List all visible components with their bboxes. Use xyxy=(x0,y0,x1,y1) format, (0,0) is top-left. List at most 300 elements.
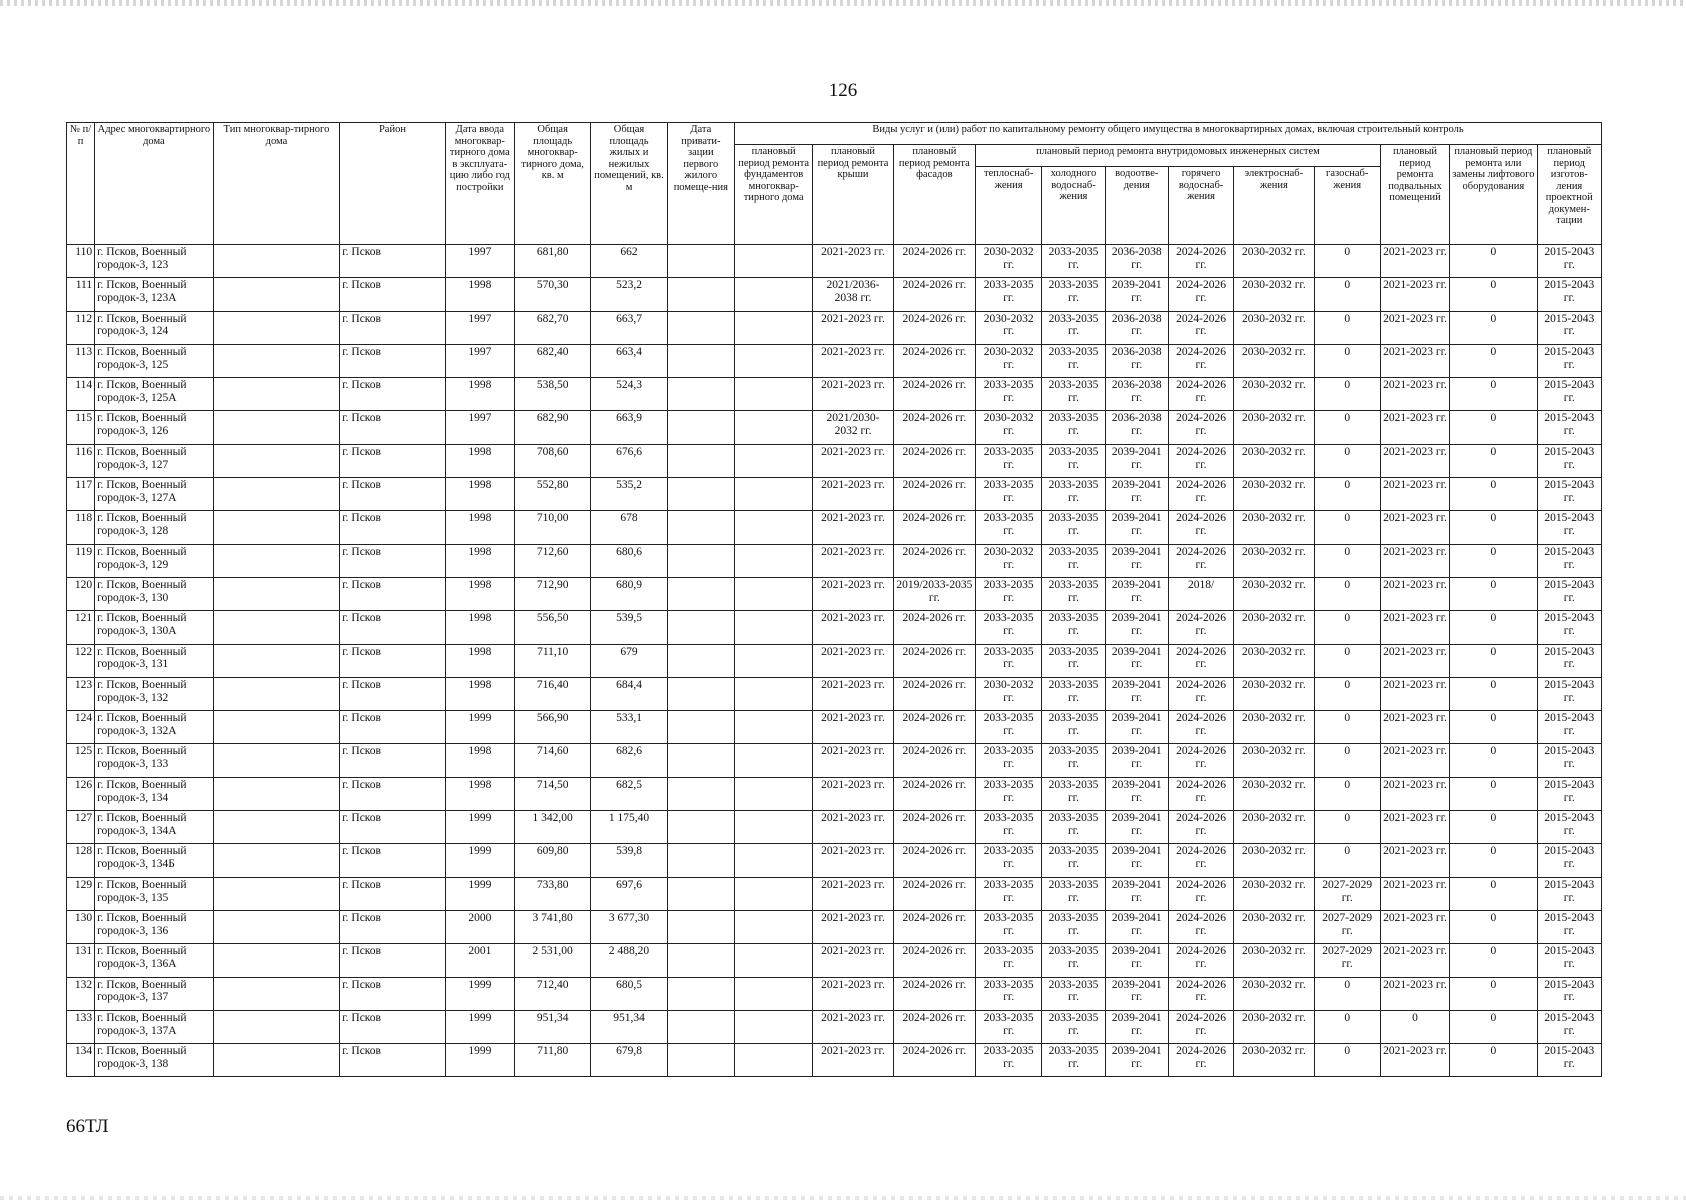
cell-cold-water-period: 2033-2035 гг. xyxy=(1042,544,1105,577)
cell-row-num: 128 xyxy=(67,844,95,877)
cell-district: г. Псков xyxy=(340,777,445,810)
cell-house-type xyxy=(213,711,340,744)
cell-foundation-period xyxy=(734,877,812,910)
cell-electricity-period: 2030-2032 гг. xyxy=(1234,977,1314,1010)
cell-facade-period: 2024-2026 гг. xyxy=(893,777,975,810)
cell-basement-period: 2021-2023 гг. xyxy=(1380,744,1449,777)
cell-roof-period: 2021/2036-2038 гг. xyxy=(813,278,893,311)
cell-privatization-date xyxy=(667,1044,734,1077)
cell-cold-water-period: 2033-2035 гг. xyxy=(1042,910,1105,943)
cell-living-area: 524,3 xyxy=(591,378,667,411)
cell-gas-period: 0 xyxy=(1314,777,1380,810)
cell-drainage-period: 2036-2038 гг. xyxy=(1105,378,1168,411)
cell-cold-water-period: 2033-2035 гг. xyxy=(1042,711,1105,744)
cell-cold-water-period: 2033-2035 гг. xyxy=(1042,811,1105,844)
cell-gas-period: 0 xyxy=(1314,444,1380,477)
cell-total-area: 711,80 xyxy=(515,1044,591,1077)
cell-gas-period: 0 xyxy=(1314,544,1380,577)
cell-foundation-period xyxy=(734,344,812,377)
cell-gas-period: 2027-2029 гг. xyxy=(1314,910,1380,943)
cell-project-docs-period: 2015-2043 гг. xyxy=(1537,711,1601,744)
cell-basement-period: 2021-2023 гг. xyxy=(1380,245,1449,278)
cell-electricity-period: 2030-2032 гг. xyxy=(1234,378,1314,411)
cell-address: г. Псков, Военный городок-3, 134 xyxy=(95,777,214,810)
cell-project-docs-period: 2015-2043 гг. xyxy=(1537,977,1601,1010)
cell-elevator-period: 0 xyxy=(1450,1010,1537,1043)
cell-drainage-period: 2036-2038 гг. xyxy=(1105,344,1168,377)
cell-foundation-period xyxy=(734,677,812,710)
cell-house-type xyxy=(213,511,340,544)
table-row xyxy=(67,511,1602,544)
cell-commission-date: 1999 xyxy=(445,811,514,844)
cell-foundation-period xyxy=(734,444,812,477)
cell-commission-date: 2000 xyxy=(445,910,514,943)
cell-basement-period: 2021-2023 гг. xyxy=(1380,644,1449,677)
cell-elevator-period: 0 xyxy=(1450,478,1537,511)
header-facade: плановый период ремонта фасадов xyxy=(893,145,975,245)
cell-living-area: 679 xyxy=(591,644,667,677)
cell-drainage-period: 2039-2041 гг. xyxy=(1105,544,1168,577)
table-body xyxy=(67,245,1602,1077)
cell-privatization-date xyxy=(667,511,734,544)
cell-total-area: 1 342,00 xyxy=(515,811,591,844)
cell-row-num: 127 xyxy=(67,811,95,844)
cell-drainage-period: 2039-2041 гг. xyxy=(1105,944,1168,977)
cell-roof-period: 2021-2023 гг. xyxy=(813,677,893,710)
cell-roof-period: 2021-2023 гг. xyxy=(813,977,893,1010)
cell-basement-period: 2021-2023 гг. xyxy=(1380,478,1449,511)
cell-address: г. Псков, Военный городок-3, 130 xyxy=(95,577,214,610)
table-row xyxy=(67,944,1602,977)
cell-drainage-period: 2039-2041 гг. xyxy=(1105,711,1168,744)
cell-roof-period: 2021-2023 гг. xyxy=(813,611,893,644)
header-elevator: плановый период ремонта или замены лифтового оборудования xyxy=(1450,145,1537,245)
cell-district: г. Псков xyxy=(340,544,445,577)
cell-drainage-period: 2039-2041 гг. xyxy=(1105,977,1168,1010)
cell-living-area: 951,34 xyxy=(591,1010,667,1043)
cell-total-area: 3 741,80 xyxy=(515,910,591,943)
cell-foundation-period xyxy=(734,1010,812,1043)
cell-electricity-period: 2030-2032 гг. xyxy=(1234,711,1314,744)
cell-foundation-period xyxy=(734,278,812,311)
cell-heat-period: 2033-2035 гг. xyxy=(976,910,1042,943)
cell-basement-period: 2021-2023 гг. xyxy=(1380,544,1449,577)
cell-living-area: 682,6 xyxy=(591,744,667,777)
cell-gas-period: 0 xyxy=(1314,311,1380,344)
cell-privatization-date xyxy=(667,245,734,278)
cell-cold-water-period: 2033-2035 гг. xyxy=(1042,278,1105,311)
cell-living-area: 680,6 xyxy=(591,544,667,577)
cell-basement-period: 2021-2023 гг. xyxy=(1380,944,1449,977)
cell-gas-period: 0 xyxy=(1314,844,1380,877)
cell-commission-date: 1997 xyxy=(445,311,514,344)
cell-roof-period: 2021-2023 гг. xyxy=(813,378,893,411)
cell-foundation-period xyxy=(734,311,812,344)
cell-address: г. Псков, Военный городок-3, 132А xyxy=(95,711,214,744)
cell-gas-period: 0 xyxy=(1314,511,1380,544)
header-foundation: плановый период ремонта фундаментов многоквар-тирного дома xyxy=(734,145,812,245)
cell-address: г. Псков, Военный городок-3, 129 xyxy=(95,544,214,577)
cell-electricity-period: 2030-2032 гг. xyxy=(1234,844,1314,877)
cell-house-type xyxy=(213,378,340,411)
cell-row-num: 134 xyxy=(67,1044,95,1077)
cell-roof-period: 2021-2023 гг. xyxy=(813,910,893,943)
cell-total-area: 714,60 xyxy=(515,744,591,777)
cell-project-docs-period: 2015-2043 гг. xyxy=(1537,544,1601,577)
cell-cold-water-period: 2033-2035 гг. xyxy=(1042,677,1105,710)
cell-electricity-period: 2030-2032 гг. xyxy=(1234,245,1314,278)
table-row xyxy=(67,910,1602,943)
cell-foundation-period xyxy=(734,777,812,810)
cell-privatization-date xyxy=(667,378,734,411)
cell-gas-period: 0 xyxy=(1314,577,1380,610)
cell-commission-date: 1998 xyxy=(445,644,514,677)
cell-heat-period: 2030-2032 гг. xyxy=(976,311,1042,344)
cell-project-docs-period: 2015-2043 гг. xyxy=(1537,344,1601,377)
cell-facade-period: 2024-2026 гг. xyxy=(893,611,975,644)
cell-privatization-date xyxy=(667,877,734,910)
cell-living-area: 662 xyxy=(591,245,667,278)
header-basement: плановый период ремонта подвальных помещений xyxy=(1380,145,1449,245)
cell-electricity-period: 2030-2032 гг. xyxy=(1234,1010,1314,1043)
cell-project-docs-period: 2015-2043 гг. xyxy=(1537,677,1601,710)
cell-hot-water-period: 2024-2026 гг. xyxy=(1168,611,1233,644)
cell-electricity-period: 2030-2032 гг. xyxy=(1234,577,1314,610)
cell-hot-water-period: 2024-2026 гг. xyxy=(1168,677,1233,710)
cell-drainage-period: 2039-2041 гг. xyxy=(1105,1044,1168,1077)
table-row xyxy=(67,411,1602,444)
cell-house-type xyxy=(213,910,340,943)
cell-house-type xyxy=(213,877,340,910)
header-commission-date: Дата ввода многоквар-тирного дома в эксплуата-цию либо год постройки xyxy=(445,123,514,245)
cell-project-docs-period: 2015-2043 гг. xyxy=(1537,411,1601,444)
cell-elevator-period: 0 xyxy=(1450,278,1537,311)
cell-electricity-period: 2030-2032 гг. xyxy=(1234,344,1314,377)
cell-hot-water-period: 2018/ xyxy=(1168,577,1233,610)
header-cold-water: холодного водоснаб-жения xyxy=(1042,167,1105,245)
cell-drainage-period: 2039-2041 гг. xyxy=(1105,644,1168,677)
cell-row-num: 114 xyxy=(67,378,95,411)
cell-privatization-date xyxy=(667,811,734,844)
cell-heat-period: 2033-2035 гг. xyxy=(976,744,1042,777)
cell-roof-period: 2021-2023 гг. xyxy=(813,511,893,544)
cell-total-area: 733,80 xyxy=(515,877,591,910)
header-electricity: электроснаб-жения xyxy=(1234,167,1314,245)
cell-row-num: 121 xyxy=(67,611,95,644)
cell-facade-period: 2024-2026 гг. xyxy=(893,977,975,1010)
cell-project-docs-period: 2015-2043 гг. xyxy=(1537,944,1601,977)
cell-heat-period: 2033-2035 гг. xyxy=(976,644,1042,677)
cell-privatization-date xyxy=(667,977,734,1010)
cell-basement-period: 2021-2023 гг. xyxy=(1380,278,1449,311)
cell-facade-period: 2024-2026 гг. xyxy=(893,544,975,577)
cell-district: г. Псков xyxy=(340,577,445,610)
cell-commission-date: 1997 xyxy=(445,411,514,444)
cell-row-num: 123 xyxy=(67,677,95,710)
cell-roof-period: 2021-2023 гг. xyxy=(813,811,893,844)
cell-roof-period: 2021-2023 гг. xyxy=(813,844,893,877)
cell-project-docs-period: 2015-2043 гг. xyxy=(1537,910,1601,943)
cell-heat-period: 2030-2032 гг. xyxy=(976,245,1042,278)
cell-total-area: 682,90 xyxy=(515,411,591,444)
table-row xyxy=(67,811,1602,844)
cell-address: г. Псков, Военный городок-3, 134А xyxy=(95,811,214,844)
cell-basement-period: 2021-2023 гг. xyxy=(1380,910,1449,943)
cell-privatization-date xyxy=(667,644,734,677)
table-row xyxy=(67,245,1602,278)
cell-electricity-period: 2030-2032 гг. xyxy=(1234,910,1314,943)
header-hot-water: горячего водоснаб-жения xyxy=(1168,167,1233,245)
cell-district: г. Псков xyxy=(340,444,445,477)
cell-drainage-period: 2039-2041 гг. xyxy=(1105,844,1168,877)
cell-heat-period: 2030-2032 гг. xyxy=(976,544,1042,577)
cell-cold-water-period: 2033-2035 гг. xyxy=(1042,744,1105,777)
cell-foundation-period xyxy=(734,1044,812,1077)
cell-privatization-date xyxy=(667,611,734,644)
cell-roof-period: 2021-2023 гг. xyxy=(813,1010,893,1043)
table-row xyxy=(67,278,1602,311)
cell-hot-water-period: 2024-2026 гг. xyxy=(1168,444,1233,477)
cell-project-docs-period: 2015-2043 гг. xyxy=(1537,644,1601,677)
cell-heat-period: 2033-2035 гг. xyxy=(976,811,1042,844)
cell-gas-period: 0 xyxy=(1314,977,1380,1010)
header-district: Район xyxy=(340,123,445,245)
table-header xyxy=(67,123,1602,245)
cell-basement-period: 2021-2023 гг. xyxy=(1380,378,1449,411)
cell-drainage-period: 2039-2041 гг. xyxy=(1105,478,1168,511)
cell-commission-date: 1999 xyxy=(445,877,514,910)
cell-hot-water-period: 2024-2026 гг. xyxy=(1168,910,1233,943)
cell-gas-period: 2027-2029 гг. xyxy=(1314,944,1380,977)
cell-electricity-period: 2030-2032 гг. xyxy=(1234,411,1314,444)
cell-district: г. Псков xyxy=(340,245,445,278)
cell-privatization-date xyxy=(667,311,734,344)
cell-cold-water-period: 2033-2035 гг. xyxy=(1042,977,1105,1010)
table-row xyxy=(67,577,1602,610)
cell-total-area: 538,50 xyxy=(515,378,591,411)
cell-total-area: 708,60 xyxy=(515,444,591,477)
cell-gas-period: 0 xyxy=(1314,644,1380,677)
cell-house-type xyxy=(213,777,340,810)
cell-cold-water-period: 2033-2035 гг. xyxy=(1042,644,1105,677)
cell-heat-period: 2033-2035 гг. xyxy=(976,844,1042,877)
cell-drainage-period: 2039-2041 гг. xyxy=(1105,611,1168,644)
cell-cold-water-period: 2033-2035 гг. xyxy=(1042,411,1105,444)
cell-foundation-period xyxy=(734,711,812,744)
cell-facade-period: 2024-2026 гг. xyxy=(893,910,975,943)
cell-foundation-period xyxy=(734,478,812,511)
cell-living-area: 682,5 xyxy=(591,777,667,810)
cell-hot-water-period: 2024-2026 гг. xyxy=(1168,844,1233,877)
cell-elevator-period: 0 xyxy=(1450,1044,1537,1077)
cell-project-docs-period: 2015-2043 гг. xyxy=(1537,744,1601,777)
cell-elevator-period: 0 xyxy=(1450,811,1537,844)
cell-electricity-period: 2030-2032 гг. xyxy=(1234,744,1314,777)
cell-foundation-period xyxy=(734,511,812,544)
cell-project-docs-period: 2015-2043 гг. xyxy=(1537,444,1601,477)
header-total-area: Общая площадь многоквар-тирного дома, кв. м xyxy=(515,123,591,245)
scan-edge-bottom xyxy=(0,1196,1686,1200)
cell-row-num: 120 xyxy=(67,577,95,610)
cell-drainage-period: 2036-2038 гг. xyxy=(1105,245,1168,278)
cell-privatization-date xyxy=(667,344,734,377)
cell-basement-period: 2021-2023 гг. xyxy=(1380,711,1449,744)
cell-elevator-period: 0 xyxy=(1450,677,1537,710)
cell-row-num: 113 xyxy=(67,344,95,377)
cell-total-area: 711,10 xyxy=(515,644,591,677)
scan-edge-top xyxy=(0,0,1686,6)
cell-row-num: 125 xyxy=(67,744,95,777)
cell-district: г. Псков xyxy=(340,877,445,910)
cell-project-docs-period: 2015-2043 гг. xyxy=(1537,777,1601,810)
cell-basement-period: 2021-2023 гг. xyxy=(1380,777,1449,810)
table-row xyxy=(67,744,1602,777)
header-num: № п/п xyxy=(67,123,95,245)
cell-foundation-period xyxy=(734,411,812,444)
cell-house-type xyxy=(213,544,340,577)
cell-project-docs-period: 2015-2043 гг. xyxy=(1537,1010,1601,1043)
cell-privatization-date xyxy=(667,777,734,810)
cell-privatization-date xyxy=(667,944,734,977)
cell-cold-water-period: 2033-2035 гг. xyxy=(1042,577,1105,610)
cell-facade-period: 2024-2026 гг. xyxy=(893,1010,975,1043)
cell-gas-period: 0 xyxy=(1314,1044,1380,1077)
cell-project-docs-period: 2015-2043 гг. xyxy=(1537,877,1601,910)
cell-foundation-period xyxy=(734,944,812,977)
cell-row-num: 126 xyxy=(67,777,95,810)
cell-hot-water-period: 2024-2026 гг. xyxy=(1168,877,1233,910)
cell-gas-period: 0 xyxy=(1314,677,1380,710)
cell-roof-period: 2021-2023 гг. xyxy=(813,711,893,744)
cell-facade-period: 2024-2026 гг. xyxy=(893,245,975,278)
cell-drainage-period: 2039-2041 гг. xyxy=(1105,278,1168,311)
cell-district: г. Псков xyxy=(340,644,445,677)
cell-address: г. Псков, Военный городок-3, 127А xyxy=(95,478,214,511)
cell-total-area: 2 531,00 xyxy=(515,944,591,977)
table-row xyxy=(67,311,1602,344)
table-row xyxy=(67,844,1602,877)
cell-commission-date: 1999 xyxy=(445,1044,514,1077)
cell-elevator-period: 0 xyxy=(1450,544,1537,577)
cell-basement-period: 2021-2023 гг. xyxy=(1380,844,1449,877)
cell-house-type xyxy=(213,444,340,477)
cell-heat-period: 2033-2035 гг. xyxy=(976,877,1042,910)
cell-cold-water-period: 2033-2035 гг. xyxy=(1042,777,1105,810)
cell-electricity-period: 2030-2032 гг. xyxy=(1234,1044,1314,1077)
cell-row-num: 133 xyxy=(67,1010,95,1043)
cell-total-area: 712,90 xyxy=(515,577,591,610)
table-row xyxy=(67,877,1602,910)
cell-row-num: 129 xyxy=(67,877,95,910)
cell-privatization-date xyxy=(667,411,734,444)
header-address: Адрес многоквартирного дома xyxy=(95,123,214,245)
cell-roof-period: 2021-2023 гг. xyxy=(813,944,893,977)
cell-hot-water-period: 2024-2026 гг. xyxy=(1168,1044,1233,1077)
cell-row-num: 115 xyxy=(67,411,95,444)
cell-district: г. Псков xyxy=(340,1044,445,1077)
cell-facade-period: 2024-2026 гг. xyxy=(893,677,975,710)
cell-house-type xyxy=(213,744,340,777)
cell-electricity-period: 2030-2032 гг. xyxy=(1234,677,1314,710)
cell-privatization-date xyxy=(667,744,734,777)
cell-basement-period: 2021-2023 гг. xyxy=(1380,611,1449,644)
header-systems-group: плановый период ремонта внутридомовых инженерных систем xyxy=(976,145,1381,167)
cell-commission-date: 1998 xyxy=(445,511,514,544)
cell-row-num: 122 xyxy=(67,644,95,677)
cell-elevator-period: 0 xyxy=(1450,977,1537,1010)
cell-electricity-period: 2030-2032 гг. xyxy=(1234,544,1314,577)
cell-privatization-date xyxy=(667,278,734,311)
header-heat: теплоснаб-жения xyxy=(976,167,1042,245)
cell-district: г. Псков xyxy=(340,378,445,411)
cell-address: г. Псков, Военный городок-3, 125 xyxy=(95,344,214,377)
cell-roof-period: 2021-2023 гг. xyxy=(813,245,893,278)
cell-basement-period: 2021-2023 гг. xyxy=(1380,1044,1449,1077)
cell-heat-period: 2033-2035 гг. xyxy=(976,611,1042,644)
cell-privatization-date xyxy=(667,677,734,710)
cell-cold-water-period: 2033-2035 гг. xyxy=(1042,378,1105,411)
cell-heat-period: 2030-2032 гг. xyxy=(976,677,1042,710)
cell-total-area: 951,34 xyxy=(515,1010,591,1043)
cell-drainage-period: 2039-2041 гг. xyxy=(1105,677,1168,710)
cell-living-area: 3 677,30 xyxy=(591,910,667,943)
cell-basement-period: 2021-2023 гг. xyxy=(1380,311,1449,344)
cell-elevator-period: 0 xyxy=(1450,611,1537,644)
footer-code: 66ТЛ xyxy=(66,1116,109,1137)
cell-heat-period: 2033-2035 гг. xyxy=(976,378,1042,411)
cell-roof-period: 2021-2023 гг. xyxy=(813,777,893,810)
table-row xyxy=(67,644,1602,677)
cell-electricity-period: 2030-2032 гг. xyxy=(1234,511,1314,544)
cell-living-area: 697,6 xyxy=(591,877,667,910)
cell-row-num: 117 xyxy=(67,478,95,511)
cell-cold-water-period: 2033-2035 гг. xyxy=(1042,311,1105,344)
table-row xyxy=(67,777,1602,810)
cell-commission-date: 1999 xyxy=(445,711,514,744)
cell-gas-period: 0 xyxy=(1314,478,1380,511)
cell-drainage-period: 2039-2041 гг. xyxy=(1105,811,1168,844)
cell-elevator-period: 0 xyxy=(1450,877,1537,910)
cell-address: г. Псков, Военный городок-3, 138 xyxy=(95,1044,214,1077)
cell-drainage-period: 2039-2041 гг. xyxy=(1105,877,1168,910)
cell-commission-date: 1999 xyxy=(445,1010,514,1043)
cell-foundation-period xyxy=(734,544,812,577)
cell-project-docs-period: 2015-2043 гг. xyxy=(1537,811,1601,844)
cell-facade-period: 2024-2026 гг. xyxy=(893,311,975,344)
cell-hot-water-period: 2024-2026 гг. xyxy=(1168,311,1233,344)
cell-roof-period: 2021-2023 гг. xyxy=(813,544,893,577)
cell-facade-period: 2024-2026 гг. xyxy=(893,511,975,544)
cell-elevator-period: 0 xyxy=(1450,944,1537,977)
cell-row-num: 119 xyxy=(67,544,95,577)
cell-gas-period: 0 xyxy=(1314,344,1380,377)
cell-electricity-period: 2030-2032 гг. xyxy=(1234,944,1314,977)
cell-total-area: 712,60 xyxy=(515,544,591,577)
capital-repair-table xyxy=(66,122,1602,1077)
cell-foundation-period xyxy=(734,577,812,610)
cell-district: г. Псков xyxy=(340,278,445,311)
cell-district: г. Псков xyxy=(340,511,445,544)
cell-cold-water-period: 2033-2035 гг. xyxy=(1042,844,1105,877)
cell-house-type xyxy=(213,1010,340,1043)
cell-living-area: 2 488,20 xyxy=(591,944,667,977)
cell-project-docs-period: 2015-2043 гг. xyxy=(1537,478,1601,511)
cell-address: г. Псков, Военный городок-3, 125А xyxy=(95,378,214,411)
cell-cold-water-period: 2033-2035 гг. xyxy=(1042,1044,1105,1077)
cell-hot-water-period: 2024-2026 гг. xyxy=(1168,711,1233,744)
cell-cold-water-period: 2033-2035 гг. xyxy=(1042,245,1105,278)
cell-facade-period: 2024-2026 гг. xyxy=(893,1044,975,1077)
